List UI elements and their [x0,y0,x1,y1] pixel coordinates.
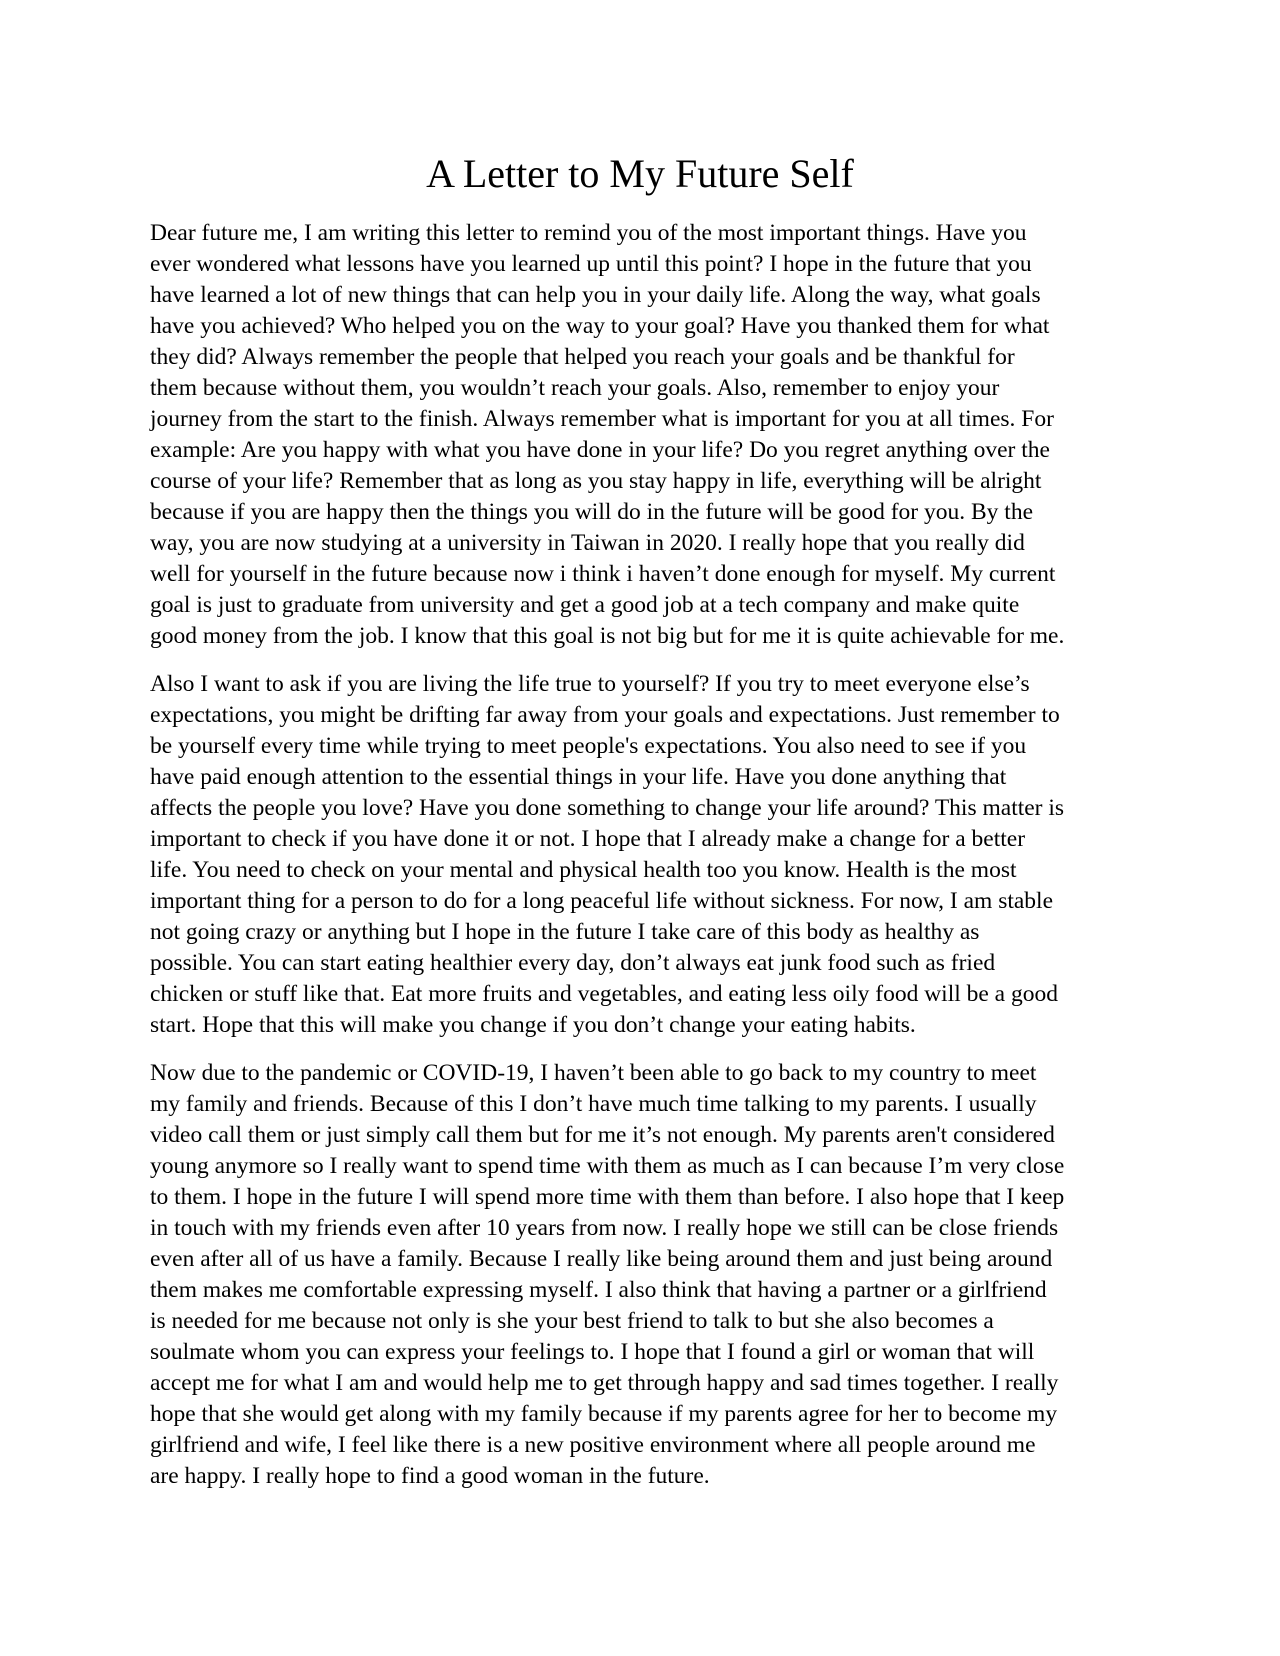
text-line: have you achieved? Who helped you on the way to your goal? Have you thanked them for what [150,313,1050,339]
text-line: video call them or just simply call them but for me it’s not enough. My parents aren't considered [150,1122,1055,1148]
text-line: important thing for a person to do for a long peaceful life without sickness. For now, I am stable [150,888,1054,914]
text-line: young anymore so I really want to spend time with them as much as I can because I’m very close [150,1153,1065,1179]
text-line: Also I want to ask if you are living the life true to yourself? If you try to meet everyone else’s [150,671,1030,697]
text-line: my family and friends. Because of this I don’t have much time talking to my parents. I usually [150,1091,1037,1117]
text-line: accept me for what I am and would help me to get through happy and sad times together. I really [150,1370,1059,1396]
text-line: because if you are happy then the things you will do in the future will be good for you. By the [150,499,1034,525]
text-line: they did? Always remember the people that helped you reach your goals and be thankful for [150,344,1015,370]
text-line: are happy. I really hope to find a good woman in the future. [150,1463,710,1489]
text-line: have paid enough attention to the essential things in your life. Have you done anything that [150,764,1007,790]
text-line: ever wondered what lessons have you learned up until this point? I hope in the future that you [150,251,1032,277]
text-line: not going crazy or anything but I hope in the future I take care of this body as healthy as [150,919,980,945]
text-line: possible. You can start eating healthier every day, don’t always eat junk food such as fried [150,950,996,976]
paragraph-3 [150,1058,1135,1492]
text-line: important to check if you have done it or not. I hope that I already make a change for a better [150,826,1026,852]
paragraph-1 [150,218,1135,652]
text-line: expectations, you might be drifting far away from your goals and expectations. Just remember to [150,702,1060,728]
text-line: soulmate whom you can express your feelings to. I hope that I found a girl or woman that will [150,1339,1035,1365]
text-line: in touch with my friends even after 10 years from now. I really hope we still can be close friends [150,1215,1059,1241]
text-line: course of your life? Remember that as long as you stay happy in life, everything will be alright [150,468,1042,494]
text-line: have learned a lot of new things that can help you in your daily life. Along the way, what goals [150,282,1041,308]
text-line: even after all of us have a family. Because I really like being around them and just being around [150,1246,1053,1272]
text-line: life. You need to check on your mental and physical health too you know. Health is the most [150,857,1017,883]
text-line: chicken or stuff like that. Eat more fruits and vegetables, and eating less oily food will be a good [150,981,1058,1007]
text-line: Now due to the pandemic or COVID-19, I haven’t been able to go back to my country to meet [150,1060,1037,1086]
text-line: them because without them, you wouldn’t reach your goals. Also, remember to enjoy your [150,375,1000,401]
text-line: hope that she would get along with my family because if my parents agree for her to become my [150,1401,1058,1427]
text-line: example: Are you happy with what you have done in your life? Do you regret anything over the [150,437,1050,463]
document-title: A Letter to My Future Self [426,151,854,196]
document-body [150,218,1135,1509]
text-line: start. Hope that this will make you change if you don’t change your eating habits. [150,1012,916,1038]
text-line: girlfriend and wife, I feel like there is a new positive environment where all people around me [150,1432,1036,1458]
text-line: well for yourself in the future because now i think i haven’t done enough for myself. My current [150,561,1056,587]
text-line: way, you are now studying at a university in Taiwan in 2020. I really hope that you really did [150,530,1025,556]
text-line: is needed for me because not only is she your best friend to talk to but she also becomes a [150,1308,994,1334]
text-line: Dear future me, I am writing this letter to remind you of the most important things. Have you [150,220,1027,246]
text-line: goal is just to graduate from university and get a good job at a tech company and make quite [150,592,1020,618]
text-line: affects the people you love? Have you done something to change your life around? This matter is [150,795,1065,821]
text-line: them makes me comfortable expressing myself. I also think that having a partner or a girlfriend [150,1277,1047,1303]
paragraph-2 [150,669,1135,1041]
text-line: good money from the job. I know that this goal is not big but for me it is quite achievable for me. [150,623,1065,649]
text-line: to them. I hope in the future I will spend more time with them than before. I also hope that I keep [150,1184,1065,1210]
text-line: be yourself every time while trying to meet people's expectations. You also need to see if you [150,733,1027,759]
text-line: journey from the start to the finish. Always remember what is important for you at all times. For [150,406,1054,432]
